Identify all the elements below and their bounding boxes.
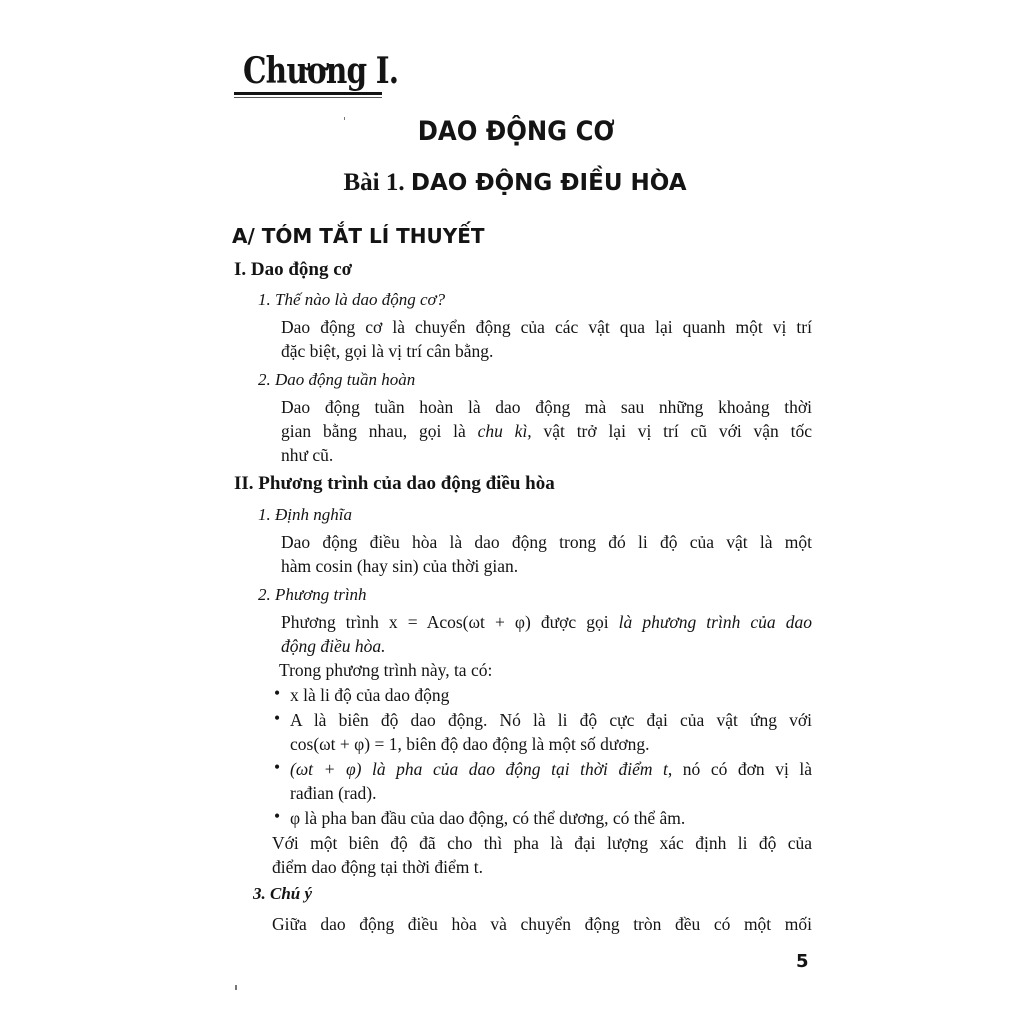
subheading-1-1: 1. Thế nào là dao động cơ?	[258, 290, 446, 309]
emphasis-text: chu kì,	[477, 421, 532, 441]
subheading-2-3: 3. Chú ý	[253, 884, 313, 903]
part-title: DAO ĐỘNG CƠ	[417, 116, 615, 147]
paragraph-line: điểm dao động tại thời điểm t.	[272, 857, 483, 877]
scan-speck	[235, 985, 237, 990]
page-number: 5	[796, 951, 809, 972]
bullet-text: φ là pha ban đầu của dao động, có thể dương, có thể âm.	[290, 808, 686, 828]
heading-section-2: II. Phương trình của dao động điều hòa	[234, 473, 555, 494]
subheading-1-2: 2. Dao động tuần hoàn	[258, 370, 416, 389]
paragraph-line: hàm cosin (hay sin) của thời gian.	[281, 556, 519, 576]
emphasis-text: (ωt + φ) là pha của dao động tại thời điểm t	[290, 759, 668, 779]
bullet-marker: •	[274, 757, 281, 777]
heading-section-1: I. Dao động cơ	[234, 259, 353, 280]
chapter-underline-thin	[234, 97, 382, 98]
text-run: gian bằng nhau, gọi là	[281, 421, 466, 441]
paragraph-line: Giữa dao động điều hòa và chuyển động tròn đều có một mối	[272, 914, 812, 934]
paragraph-line	[281, 419, 812, 443]
paragraph-line: như cũ.	[281, 445, 334, 465]
paragraph-line: Dao động điều hòa là dao động trong đó li độ của vật là một	[281, 532, 812, 552]
bullet-text: cos(ωt + φ) = 1, biên độ dao động là một số dương.	[290, 734, 650, 754]
paragraph-line: Dao động tuần hoàn là dao động mà sau những khoảng thời	[281, 397, 812, 417]
bullet-text: x là li độ của dao động	[290, 685, 450, 705]
bullet-marker: •	[274, 708, 281, 728]
bullet-marker: •	[274, 806, 281, 826]
paragraph-line: Trong phương trình này, ta có:	[279, 660, 493, 680]
text-run: Phương trình x = Acos(ωt + φ) được gọi	[281, 612, 609, 632]
subheading-2-2: 2. Phương trình	[258, 585, 367, 604]
lesson-title	[0, 169, 1024, 197]
paragraph-line: đặc biệt, gọi là vị trí cân bằng.	[281, 341, 494, 361]
chapter-heading: Chương I.	[243, 50, 399, 92]
bullet-text	[290, 757, 812, 781]
text-run: vật trở lại vị trí cũ với vận tốc	[543, 421, 813, 441]
bullet-text: rađian (rad).	[290, 783, 377, 803]
paragraph-line	[281, 634, 386, 658]
bullet-marker: •	[274, 683, 281, 703]
lesson-label: Bài 1.	[343, 169, 405, 196]
paragraph-line: Với một biên độ đã cho thì pha là đại lượng xác định li độ của	[272, 833, 812, 853]
chapter-underline	[234, 92, 382, 95]
section-heading-a: A/ TÓM TẮT LÍ THUYẾT	[232, 224, 485, 248]
lesson-name: DAO ĐỘNG ĐIỀU HÒA	[410, 170, 687, 196]
paragraph-line: Dao động cơ là chuyển động của các vật qua lại quanh một vị trí	[281, 317, 812, 337]
emphasis-text: động điều hòa.	[281, 636, 386, 656]
emphasis-text: là phương trình của dao	[618, 612, 812, 632]
subheading-2-1: 1. Định nghĩa	[258, 505, 352, 524]
scan-speck	[344, 117, 345, 120]
paragraph-line	[281, 610, 812, 634]
bullet-text: A là biên độ dao động. Nó là li độ cực đại của vật ứng với	[290, 710, 812, 730]
text-run: , nó có đơn vị là	[667, 759, 812, 779]
